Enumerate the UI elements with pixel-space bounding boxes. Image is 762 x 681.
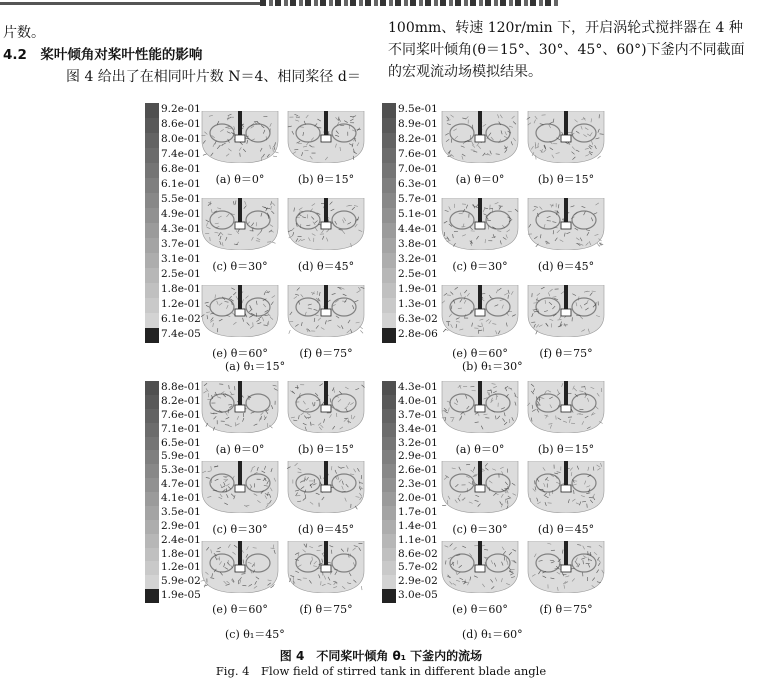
figure-caption-cn: 图 4 不同桨叶倾角 θ₁ 下釜内的流场	[279, 649, 483, 663]
figure-caption-en: Fig. 4 Flow field of stirred tank in different blade angle	[215, 664, 547, 678]
flow-field-image	[526, 541, 606, 593]
color-scale-tick-label: 4.4e-01	[398, 223, 438, 235]
color-scale-tick-label: 1.7e-01	[398, 505, 438, 518]
color-scale-tick-label: 4.9e-01	[161, 208, 201, 220]
subfigure-caption: (e) θ＝60°	[452, 603, 508, 616]
color-scale-tick-label: 1.1e-01	[398, 533, 438, 546]
color-scale-tick-label: 3.8e-01	[398, 238, 438, 250]
color-scale-tick-label: 3.4e-01	[398, 422, 438, 435]
flow-field-image	[286, 198, 366, 250]
subfigure-caption: (f) θ＝75°	[299, 603, 353, 616]
subfigure-caption: (a) θ＝0°	[215, 173, 265, 186]
color-scale-tick-label: 4.7e-01	[161, 478, 201, 491]
color-scale-tick-label: 2.8e-06	[398, 328, 438, 340]
left-column-text	[3, 22, 363, 88]
color-scale-bar	[382, 381, 396, 603]
color-scale-tick-label: 9.2e-01	[161, 103, 201, 115]
subfigure-caption: (d) θ＝45°	[537, 523, 595, 536]
subfigure-caption: (c) θ＝30°	[452, 260, 508, 273]
color-scale-tick-label: 1.9e-05	[161, 589, 201, 602]
color-scale-tick-label: 5.3e-01	[161, 464, 201, 477]
subfigure-caption: (c) θ＝30°	[212, 523, 268, 536]
subfigure-caption: (e) θ＝60°	[452, 347, 508, 360]
color-scale-tick-label: 4.3e-01	[161, 223, 201, 235]
color-scale-tick-label: 3.5e-01	[161, 505, 201, 518]
panel-label: (b) θ₁＝30°	[462, 360, 523, 373]
flow-field-image	[286, 285, 366, 337]
color-scale-tick-label: 5.7e-02	[398, 561, 438, 574]
color-scale-tick-label: 4.3e-01	[398, 381, 438, 393]
color-scale-tick-label: 2.9e-02	[398, 575, 438, 588]
color-scale-tick-label: 7.6e-01	[398, 148, 438, 160]
color-scale-tick-label: 8.8e-01	[161, 381, 201, 393]
flow-field-image	[200, 541, 280, 593]
subfigure-caption: (c) θ＝30°	[452, 523, 508, 536]
color-scale-tick-label: 6.3e-02	[398, 313, 438, 325]
color-scale-tick-label: 7.4e-05	[161, 328, 201, 340]
color-scale-tick-label: 2.5e-01	[161, 268, 201, 280]
color-scale-tick-label: 3.1e-01	[161, 253, 201, 265]
flow-field-image	[286, 461, 366, 513]
left-line-3: 图 4 给出了在相同叶片数 N＝4、相同桨径 d＝	[66, 69, 361, 85]
flow-field-image	[526, 285, 606, 337]
color-scale-bar	[145, 381, 159, 603]
color-scale-bar	[145, 103, 159, 343]
color-scale-tick-label: 1.8e-01	[161, 547, 201, 560]
flow-field-image	[200, 461, 280, 513]
right-line-2: 不同桨叶倾角(θ＝15°、30°、45°、60°)下釜内不同截面	[388, 42, 745, 58]
flow-field-image	[440, 381, 520, 433]
color-scale-tick-label: 1.3e-01	[398, 298, 438, 310]
color-scale-tick-label: 8.9e-01	[398, 118, 438, 130]
subfigure-caption: (a) θ＝0°	[215, 443, 265, 456]
panel-label: (d) θ₁＝60°	[462, 628, 523, 641]
color-scale-tick-label: 5.5e-01	[161, 193, 201, 205]
color-scale-tick-label: 6.1e-01	[161, 178, 201, 190]
flow-field-image	[526, 198, 606, 250]
flow-field-image	[526, 461, 606, 513]
subfigure-caption: (b) θ＝15°	[537, 443, 595, 456]
color-scale-tick-label: 4.0e-01	[398, 394, 438, 407]
color-scale-tick-label: 1.9e-01	[398, 283, 438, 295]
right-column-text	[388, 17, 753, 83]
color-scale-tick-label: 7.6e-01	[161, 408, 201, 421]
flow-field-image	[440, 461, 520, 513]
subfigure-caption: (c) θ＝30°	[212, 260, 268, 273]
panel-label: (a) θ₁＝15°	[225, 360, 286, 373]
flow-field-image	[440, 198, 520, 250]
subfigure-caption: (d) θ＝45°	[297, 523, 355, 536]
color-scale-tick-label: 2.5e-01	[398, 268, 438, 280]
color-scale-tick-label: 2.4e-01	[161, 533, 201, 546]
right-line-3: 的宏观流动场模拟结果。	[388, 64, 542, 80]
color-scale-tick-label: 5.1e-01	[398, 208, 438, 220]
color-scale-tick-label: 3.7e-01	[398, 408, 438, 421]
color-scale-tick-label: 6.1e-02	[161, 313, 201, 325]
color-scale-tick-label: 5.9e-02	[161, 575, 201, 588]
color-scale-tick-label: 2.9e-01	[161, 519, 201, 532]
flow-field-image	[200, 285, 280, 337]
color-scale-tick-label: 8.6e-01	[161, 118, 201, 130]
flow-field-image	[440, 111, 520, 163]
color-scale-tick-label: 2.9e-01	[398, 450, 438, 463]
left-line-1: 片数。	[3, 25, 45, 41]
color-scale-tick-label: 1.2e-01	[161, 561, 201, 574]
flow-field-image	[200, 198, 280, 250]
section-heading: 4.2 桨叶倾角对桨叶性能的影响	[3, 47, 203, 63]
color-scale-tick-label: 3.2e-01	[398, 436, 438, 449]
flow-field-image	[286, 381, 366, 433]
subfigure-caption: (b) θ＝15°	[297, 173, 355, 186]
flow-field-image	[286, 111, 366, 163]
color-scale-tick-label: 3.0e-05	[398, 589, 438, 602]
flow-field-image	[526, 381, 606, 433]
color-scale-tick-label: 2.3e-01	[398, 478, 438, 491]
right-line-1: 100mm、转速 120r/min 下，开启涡轮式搅拌器在 4 种	[388, 20, 743, 36]
color-scale-tick-label: 6.8e-01	[161, 163, 201, 175]
subfigure-caption: (b) θ＝15°	[297, 443, 355, 456]
color-scale-tick-label: 6.5e-01	[161, 436, 201, 449]
color-scale-tick-label: 8.6e-02	[398, 547, 438, 560]
color-scale-tick-label: 5.7e-01	[398, 193, 438, 205]
flow-field-image	[286, 541, 366, 593]
color-scale-tick-label: 7.4e-01	[161, 148, 201, 160]
panel-label: (c) θ₁＝45°	[225, 628, 285, 641]
flow-field-image	[526, 111, 606, 163]
subfigure-caption: (d) θ＝45°	[297, 260, 355, 273]
color-scale-tick-label: 4.1e-01	[161, 492, 201, 504]
flow-field-image	[440, 541, 520, 593]
subfigure-caption: (b) θ＝15°	[537, 173, 595, 186]
subfigure-caption: (f) θ＝75°	[299, 347, 353, 360]
color-scale-tick-label: 9.5e-01	[398, 103, 438, 115]
color-scale-tick-label: 2.6e-01	[398, 464, 438, 477]
subfigure-caption: (a) θ＝0°	[455, 443, 505, 456]
color-scale-tick-label: 3.2e-01	[398, 253, 438, 265]
color-scale-tick-label: 7.0e-01	[398, 163, 438, 175]
flow-field-image	[440, 285, 520, 337]
color-scale-tick-label: 1.4e-01	[398, 519, 438, 532]
subfigure-caption: (f) θ＝75°	[539, 603, 593, 616]
color-scale-bar	[382, 103, 396, 343]
flow-field-image	[200, 111, 280, 163]
color-scale-tick-label: 1.2e-01	[161, 298, 201, 310]
color-scale-tick-label: 5.9e-01	[161, 450, 201, 463]
page-header-rule	[0, 0, 762, 6]
subfigure-caption: (e) θ＝60°	[212, 603, 268, 616]
subfigure-caption: (f) θ＝75°	[539, 347, 593, 360]
subfigure-caption: (d) θ＝45°	[537, 260, 595, 273]
subfigure-caption: (e) θ＝60°	[212, 347, 268, 360]
color-scale-tick-label: 6.3e-01	[398, 178, 438, 190]
color-scale-tick-label: 7.1e-01	[161, 422, 201, 435]
flow-field-image	[200, 381, 280, 433]
color-scale-tick-label: 1.8e-01	[161, 283, 201, 295]
color-scale-tick-label: 8.0e-01	[161, 133, 201, 145]
color-scale-tick-label: 8.2e-01	[398, 133, 438, 145]
color-scale-tick-label: 8.2e-01	[161, 394, 201, 407]
color-scale-tick-label: 3.7e-01	[161, 238, 201, 250]
subfigure-caption: (a) θ＝0°	[455, 173, 505, 186]
color-scale-tick-label: 2.0e-01	[398, 492, 438, 504]
